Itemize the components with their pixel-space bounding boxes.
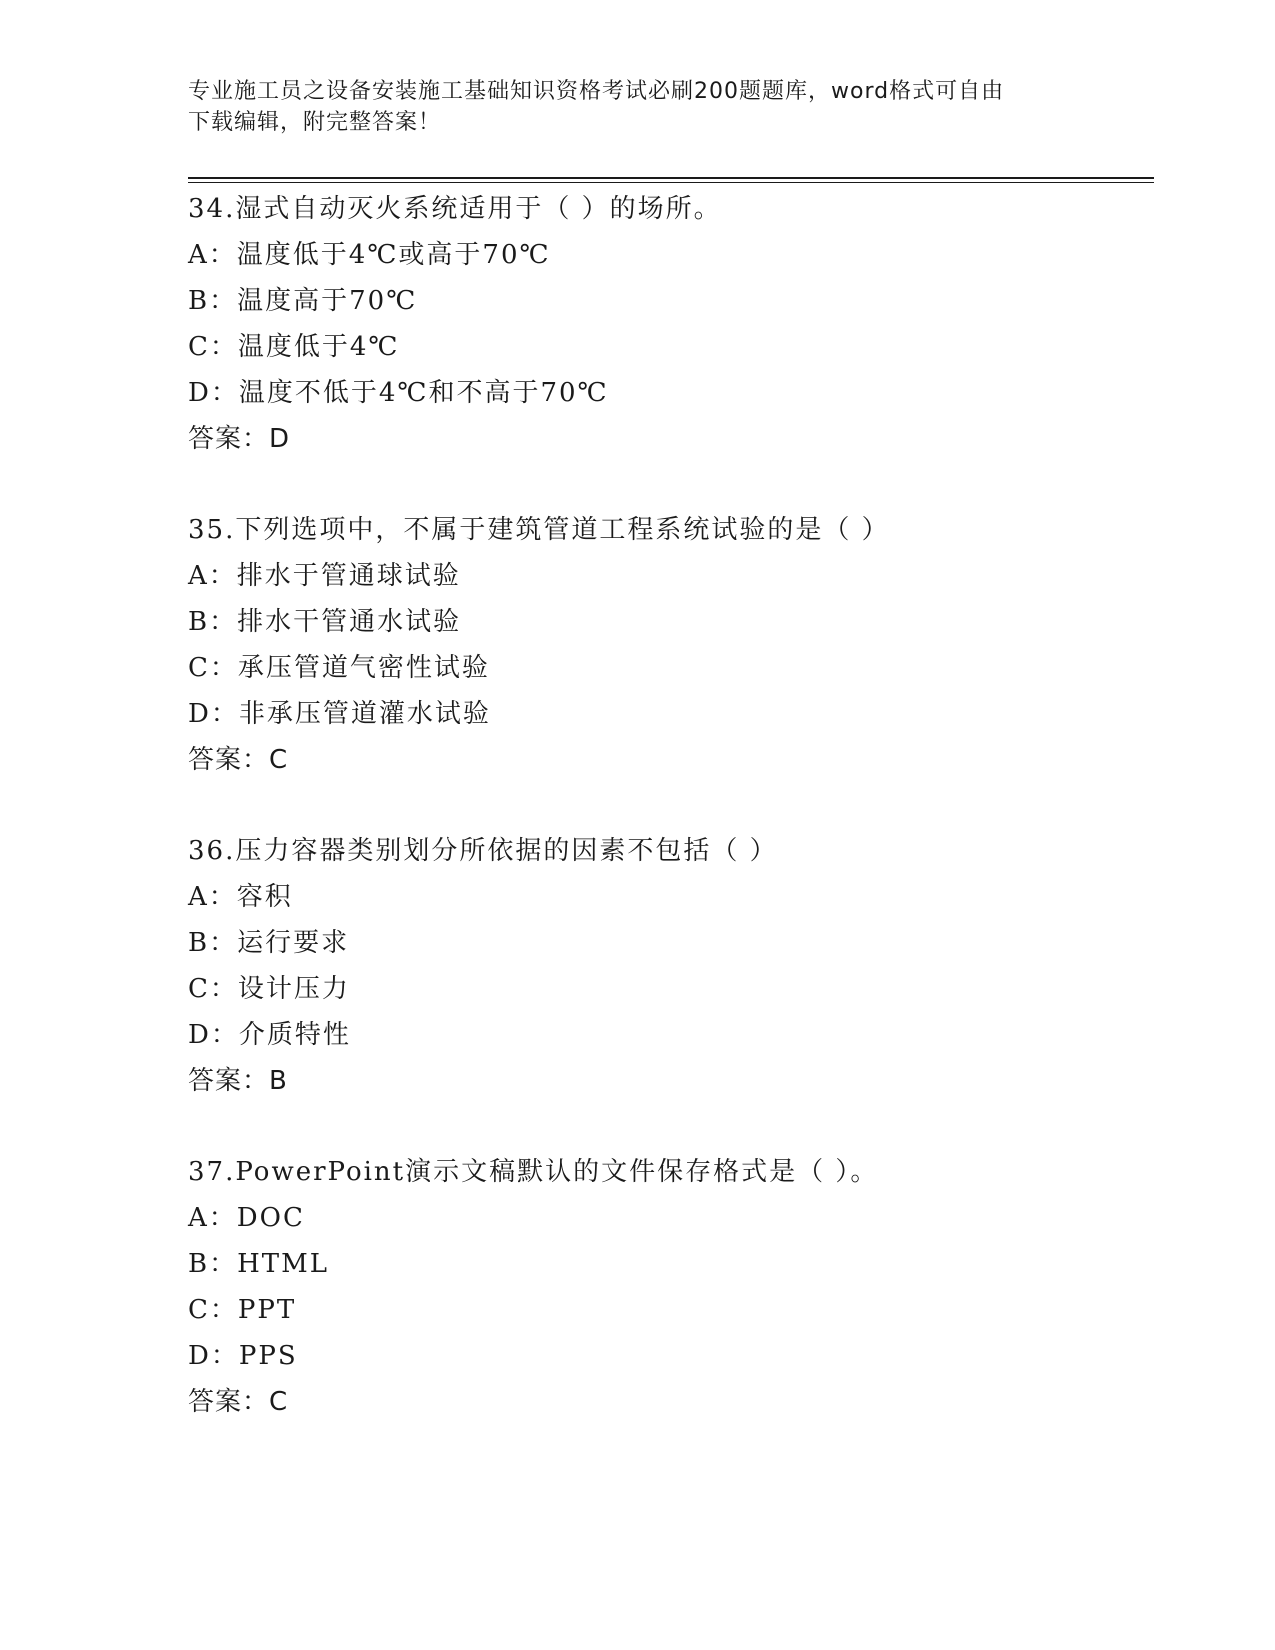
answer-line: 答案：C	[188, 745, 289, 775]
option-a: A：排水于管通球试验	[188, 561, 461, 591]
question-stem: 37.PowerPoint演示文稿默认的文件保存格式是（ ）。	[188, 1157, 879, 1187]
option-d: D：介质特性	[188, 1020, 351, 1050]
option-b: B：HTML	[188, 1249, 330, 1279]
document-header	[188, 76, 1088, 138]
option-c: C：温度低于4℃	[188, 332, 400, 362]
header-line-2: 下载编辑，附完整答案！	[188, 110, 442, 135]
option-a: A：DOC	[188, 1203, 305, 1233]
question-34	[188, 186, 1148, 462]
option-c: C：承压管道气密性试验	[188, 653, 490, 683]
answer-line: 答案：B	[188, 1066, 288, 1096]
option-b: B：排水干管通水试验	[188, 607, 462, 637]
option-d: D：PPS	[188, 1341, 298, 1371]
header-divider-thin	[188, 182, 1154, 183]
option-a: A：温度低于4℃或高于70℃	[188, 240, 551, 270]
question-35	[188, 507, 1148, 783]
option-b: B：运行要求	[188, 928, 350, 958]
header-line-1: 专业施工员之设备安装施工基础知识资格考试必刷200题题库，word格式可自由	[188, 79, 1005, 104]
option-a: A：容积	[188, 882, 293, 912]
question-stem: 34.湿式自动灭火系统适用于（ ）的场所。	[188, 194, 722, 224]
option-c: C：PPT	[188, 1295, 297, 1325]
question-stem: 36.压力容器类别划分所依据的因素不包括（ ）	[188, 836, 778, 866]
question-36	[188, 828, 1148, 1104]
question-stem: 35.下列选项中，不属于建筑管道工程系统试验的是（ ）	[188, 515, 890, 545]
answer-line: 答案：D	[188, 424, 291, 454]
header-divider-thick	[188, 177, 1154, 179]
option-b: B：温度高于70℃	[188, 286, 418, 316]
answer-line: 答案：C	[188, 1387, 289, 1417]
question-37	[188, 1149, 1148, 1425]
option-c: C：设计压力	[188, 974, 350, 1004]
option-d: D：非承压管道灌水试验	[188, 699, 491, 729]
option-d: D：温度不低于4℃和不高于70℃	[188, 378, 609, 408]
